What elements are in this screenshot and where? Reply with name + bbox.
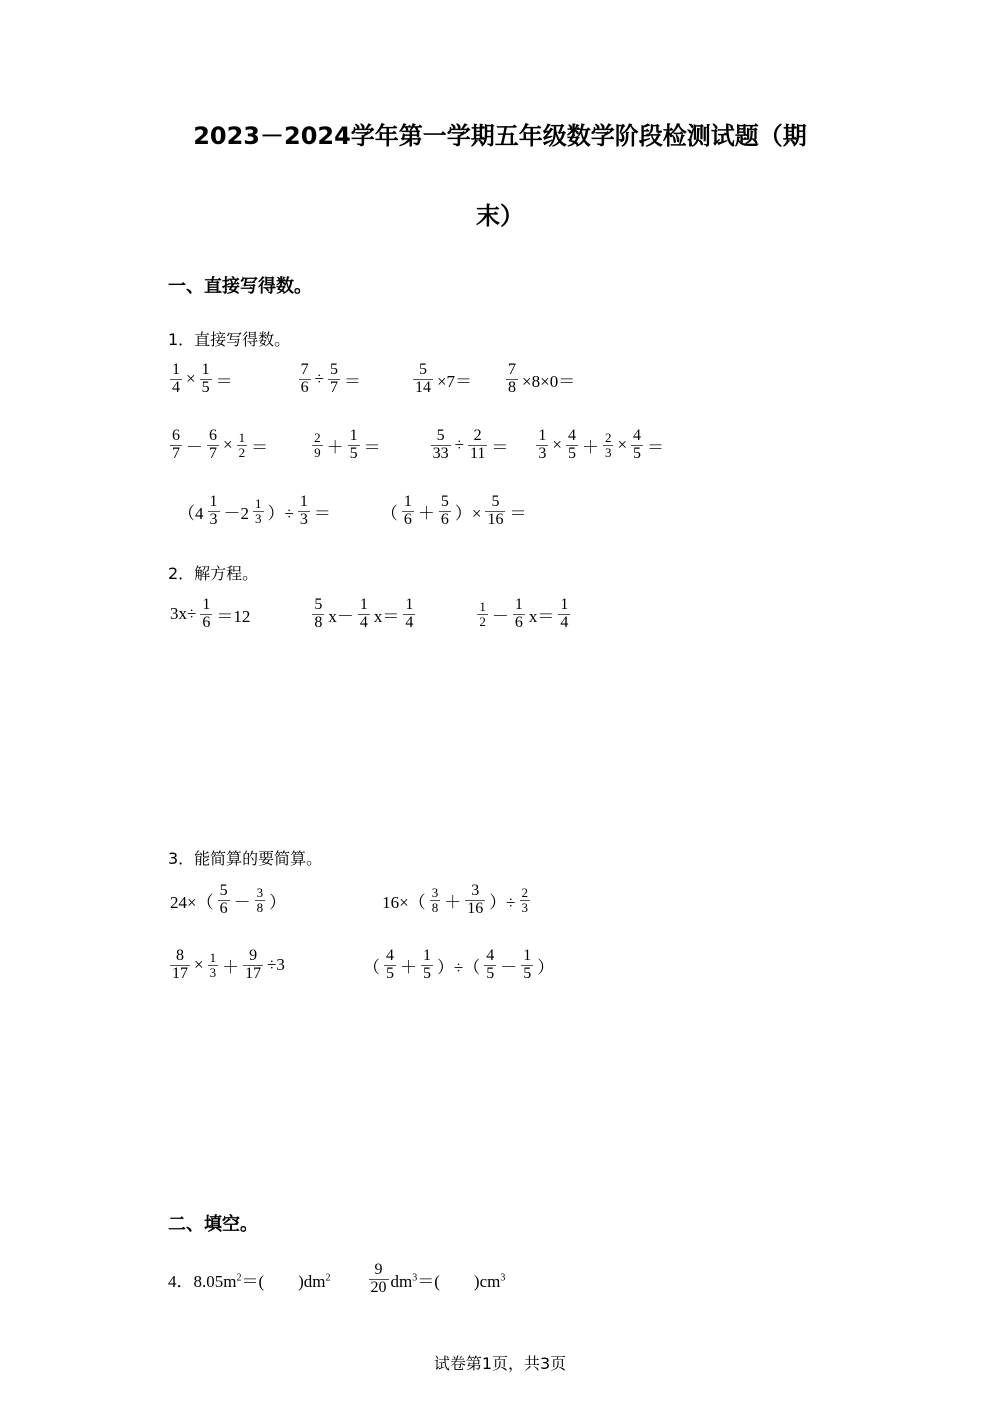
section-heading-1: 一、直接写得数。 bbox=[168, 276, 312, 297]
question-3-label: 3．能简算的要简算。 bbox=[168, 849, 323, 868]
q4-part2: $dm^3=$( )$cm^3$ bbox=[390, 1271, 506, 1291]
section-heading-2: 二、填空。 bbox=[168, 1214, 258, 1235]
q3-row-1: 24×（ $\frac{5}{6}$ － $\frac{3}{8}$ ） 16×（ $\frac{3}{8}$ ＋ $\frac{3}{16}$ ）÷ $\frac{2}{3}$ bbox=[170, 882, 529, 917]
page-footer: 试卷第1页，共3页 bbox=[433, 1354, 567, 1373]
question-2-label: 2．解方程。 bbox=[168, 564, 259, 583]
q3-row-2: $\frac{8}{17}$ × $\frac{1}{3}$ ＋ $\frac{9}{17}$ ÷3 （ $\frac{4}{5}$ ＋ $\frac{1}{5}$ ）÷（ $\frac{4}{5}$ － $\frac{1}{5}$ ） bbox=[172, 947, 555, 982]
q4-part1: 4．$8.05m^2=$( )$dm^2$ bbox=[168, 1271, 331, 1291]
q2-row: 3x÷ $\frac{1}{6}$ ＝12 $\frac{5}{8}$ x－ $\frac{1}{4}$ x＝ $\frac{1}{4}$ $\frac{1}{2}$ － $\frac{1}{6}$ x＝ $\frac{1}{4}$ bbox=[170, 596, 569, 631]
q1-row-2: $\frac{6}{7}$ － $\frac{6}{7}$ × $\frac{1}{2}$ ＝ $\frac{2}{9}$ ＋ $\frac{1}{5}$ ＝ $\frac{5}{33}$ ÷ $\frac{2}{11}$ ＝ $\frac{1}{3}$ × $\frac{4}{5}$ ＋ $\frac{2}{3}$ × $\frac{4}{5}$ ＝ bbox=[172, 427, 665, 462]
question-4 bbox=[168, 1262, 505, 1297]
q1-row-1: $\frac{1}{4}$ × $\frac{1}{5}$ ＝ $\frac{7}{6}$ ÷ $\frac{5}{7}$ ＝ $\frac{5}{14}$ ×7＝ $\frac{7}{8}$ ×8×0＝ bbox=[172, 361, 576, 396]
page-title-continued: 末） bbox=[476, 202, 524, 230]
q1-row-3: （4 $\frac{1}{3}$ －2 $\frac{1}{3}$ ）÷ $\frac{1}{3}$ ＝ （ $\frac{1}{6}$ ＋ $\frac{5}{6}$ ）× $\frac{5}{16}$ ＝ bbox=[178, 493, 527, 528]
page-title: 2023－2024学年第一学期五年级数学阶段检测试题（期 bbox=[193, 122, 807, 150]
q4-fraction: $\frac{9}{20}$ bbox=[370, 1261, 387, 1296]
question-1-label: 1．直接写得数。 bbox=[168, 330, 291, 349]
